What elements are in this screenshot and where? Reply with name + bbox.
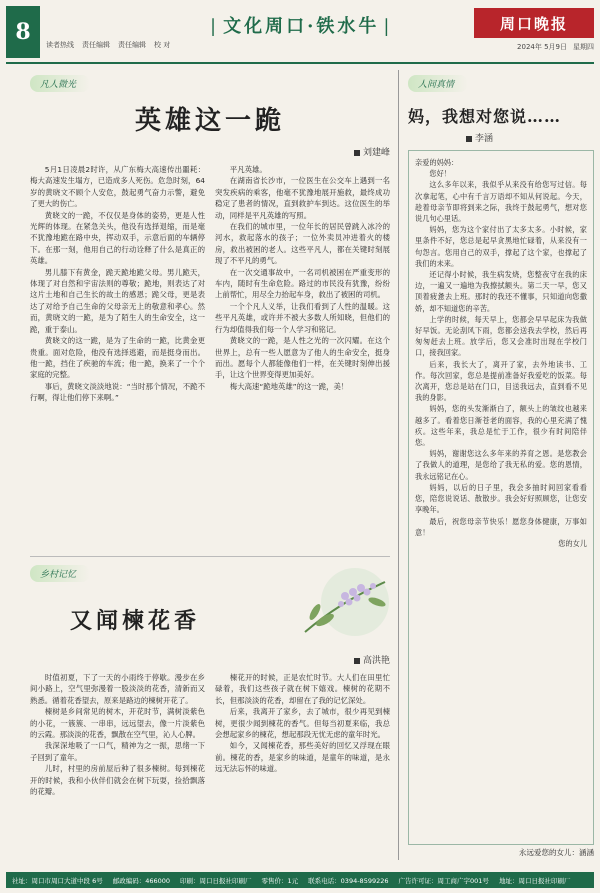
- meta-item: 读者热线: [46, 41, 74, 49]
- story-byline: [30, 653, 390, 666]
- weekday: 星期四: [573, 43, 594, 51]
- byline-square-icon: [466, 136, 472, 142]
- body-column-1: [30, 672, 205, 880]
- chinaberry-flower-illustration: [285, 562, 390, 642]
- paragraph: 5月1日凌晨2时许，从广东梅大高速传出噩耗：梅大高速发生塌方，已造成多人死伤。危急时刻，64岁的黄晓文不顾个人安危，鼓起勇气奋力示警，避免了更大的伤亡。: [30, 165, 205, 209]
- page-number: 8: [6, 6, 40, 58]
- paragraph: 如今，又闻楝花香，那些美好的回忆又浮现在眼前。楝花的香，是家乡的味道，是童年的味道，是永远无法忘怀的味道。: [215, 741, 390, 774]
- paragraph: 后来，我长大了，离开了家，去外地读书、工作。每次回家，您总是提前准备好我爱吃的饭菜。每次离开，您总是站在门口，目送我远去，直到看不见我的身影。: [415, 359, 587, 403]
- paragraph: 黄晓文的一跪，不仅仅是身体的姿势，更是人性光辉的体现。在紧急关头，他没有选择退缩，而是毫不犹豫地跪在路中央，挥动双手，示意后面的车辆停下。在那一刻，他用自己的行动诠释了什么是真正的英雄。: [30, 210, 205, 266]
- header-meta: [46, 40, 170, 50]
- paragraph: 梅大高速“跪地英雄”的这一跪，美！: [229, 381, 349, 391]
- paragraph: 最后，祝您母亲节快乐！愿您身体健康，万事如意！: [415, 516, 587, 537]
- header-rule: [6, 62, 594, 64]
- paragraph: 一个个凡人义举，让我们看到了人性的温暖。这些平凡英雄，或许并不被大多数人所知晓，但他们的行为却值得我们每一个人学习和铭记。: [215, 301, 390, 334]
- footer-item: 联系电话：0394-8599226: [308, 876, 389, 885]
- footer-item: 印刷：周口日报社印刷厂: [180, 876, 252, 885]
- letter-box: [408, 150, 594, 845]
- byline-square-icon: [354, 658, 360, 664]
- footer-item: 社址：周口市周口大道中段 6号: [12, 876, 103, 885]
- body-column-2: [215, 672, 390, 880]
- footer-item: 邮政编码：466000: [112, 876, 171, 885]
- story-kicker: 凡人微光: [30, 75, 90, 92]
- author: 刘建峰: [362, 148, 390, 158]
- paragraph: 楝树是乡间常见的树木，开花时节，满树淡紫色的小花，一簇簇、一串串，远远望去，像一片淡紫色的云霞。那淡淡的花香，飘散在空气里，沁人心脾。: [30, 707, 205, 740]
- meta-item: 责任编辑: [82, 41, 110, 49]
- footer-item: 广告许可证：周工商广字001号: [398, 876, 489, 885]
- story-letter-to-mom: [408, 72, 594, 862]
- paragraph: 在我们的城市里，一位年长的居民曾跳入冰冷的河水，救起落水的孩子；一位外卖员冲进着火的楼房，救出被困的老人。这些平凡人，都在关键时刻展现了不平凡的勇气。: [215, 222, 390, 266]
- paragraph: 平凡英雄。: [229, 165, 267, 174]
- footer-item: 地址：周口日报社印刷厂: [498, 876, 571, 885]
- story-separator: [30, 556, 390, 557]
- paragraph: 黄晓文的一跪，是人性之光的一次闪耀。在这个世界上，总有一些人愿意为了他人的生命安全，挺身而出。愿每个人都能像他们一样，在关键时刻伸出援手，让这个世界变得更加美好。: [215, 336, 390, 380]
- story-kicker: 乡村记忆: [30, 565, 90, 582]
- body-column-2: [215, 164, 390, 564]
- closing: 您的女儿: [558, 538, 587, 548]
- footer-bar: [6, 872, 594, 888]
- paragraph: 您好！: [429, 169, 451, 179]
- story-byline: [30, 145, 390, 158]
- paragraph: 妈妈，您的头发渐渐白了，额头上的皱纹也越来越多了。看着您日渐苍老的面容，我的心里充满了愧疚。这些年来，我总是忙于工作，很少有时间陪伴您。: [415, 404, 587, 448]
- paragraph: 时值初夏，下了一天的小雨终于停歇。漫步在乡间小路上，空气里弥漫着一股淡淡的花香，清新而又熟悉。循着花香望去，原来是路边的楝树开花了。: [30, 673, 205, 705]
- brand-logo: 周口晚报: [474, 8, 594, 38]
- date: 2024年 5月9日: [517, 43, 567, 51]
- paragraph: 我深深地吸了一口气，精神为之一振，思绪一下子回到了童年。: [30, 741, 205, 762]
- author: 李涵: [475, 134, 494, 144]
- body-column-1: [30, 164, 205, 564]
- salutation: 亲爱的妈妈：: [415, 158, 459, 167]
- author: 高洪艳: [362, 656, 390, 666]
- paragraph: 黄晓文的这一跪，是为了生命的一跪，比黄金更贵重。面对危险，他没有选择逃避，而是挺身而出。他一跪，挡住了疾驰的车流；他一跪，换来了一个个家庭的完整。: [30, 336, 205, 380]
- letter-signature: 永远爱您的女儿：涵涵: [519, 848, 594, 857]
- section-title: | 文化周口·铁水牛 |: [206, 12, 396, 38]
- paragraph: 事后，黄晓文淡淡地说：“当时那个情况，不跪不行啊，得让他们停下来啊。”: [30, 381, 205, 403]
- story-headline: 妈，我想对您说……: [408, 107, 562, 126]
- paragraph: 在湖南省长沙市，一位医生在公交车上遇到一名突发疾病的乘客，他毫不犹豫地展开施救，最终成功稳定了患者的情况，直到救护车到达。这位医生的举动，同样是平凡英雄的写照。: [215, 176, 390, 220]
- column-divider: [398, 70, 399, 860]
- story-kicker: 人间真情: [408, 75, 468, 92]
- masthead: [6, 6, 594, 58]
- footer-item: 零售价：1元: [261, 876, 299, 885]
- story-body: [30, 672, 390, 880]
- story-headline: 又闻楝花香: [70, 608, 201, 634]
- letter-body: [415, 157, 587, 549]
- meta-item: 校 对: [154, 41, 171, 49]
- date-line: [517, 42, 594, 52]
- byline-square-icon: [354, 150, 360, 156]
- story-hero-kneel: [30, 72, 390, 545]
- story-headline: 英雄这一跪: [134, 106, 285, 136]
- story-chinaberry: [30, 562, 390, 862]
- paragraph: 儿时，村里的房前屋后种了很多楝树。每到楝花开的时候，我和小伙伴们就会在树下玩耍，捡拾飘落的花瓣。: [30, 764, 205, 797]
- paragraph: 男儿膝下有黄金，跪天跪地跪父母。男儿跪天，体现了对自然和宇宙法则的尊敬；跪地，则表达了对这片土地和自己生长的故土的感恩；跪父母，更是表达了对给予自己生命的父母亲无上的敬意和孝心。然而，黄晓文的一跪，是为了陌生人的生命安全，这一跪，重于泰山。: [30, 267, 205, 334]
- paragraph: 上学的时候，每天早上，您都会早早起床为我做好早饭。无论刮风下雨，您都会送我去学校，然后再匆匆赶去上班。放学后，您又会准时出现在学校门口，接我回家。: [415, 314, 587, 358]
- paragraph: 妈妈，您为这个家付出了太多太多。小时候，家里条件不好，您总是起早贪黑地忙碌着，从来没有一句怨言。您用自己的双手，撑起了这个家，也撑起了我们的未来。: [415, 225, 587, 268]
- paragraph: 这么多年以来，我似乎从来没有给您写过信。每次拿起笔，心中有千言万语却不知从何说起。今天，趁着母亲节即将到来之际，我终于鼓起勇气，想对您说几句心里话。: [415, 180, 587, 224]
- paragraph: 妈妈，以后的日子里，我会多抽时间回家看看您，陪您说说话、散散步。我会好好照顾您，让您安享晚年。: [415, 482, 587, 515]
- paragraph: 还记得小时候，我生病发烧，您整夜守在我的床边，一遍又一遍地为我擦拭额头。第二天一早，您又顶着疲惫去上班。那时的我还不懂事，只知道向您撒娇，却不知道您的辛苦。: [415, 270, 587, 313]
- paragraph: 妈妈，谢谢您这么多年来的养育之恩。是您教会了我做人的道理，是您给了我无私的爱。您的恩情，我永远铭记在心。: [415, 449, 587, 481]
- paragraph: 后来，我离开了家乡，去了城市，很少再见到楝树，更很少闻到楝花的香气。但每当初夏来临，我总会想起家乡的楝花，想起那段无忧无虑的童年时光。: [215, 707, 390, 740]
- paragraph: 楝花开的时候，正是农忙时节。大人们在田里忙碌着，我们这些孩子就在树下嬉戏。楝树的花期不长，但那淡淡的花香，却留在了我的记忆深处。: [215, 673, 390, 705]
- story-byline: [466, 131, 594, 144]
- paragraph: 在一次交通事故中，一名司机被困在严重变形的车内，随时有生命危险。路过的市民没有犹豫，纷纷上前帮忙，用尽全力抬起车身，救出了被困的司机。: [215, 267, 390, 300]
- story-body: [30, 164, 390, 564]
- meta-item: 责任编辑: [118, 41, 146, 49]
